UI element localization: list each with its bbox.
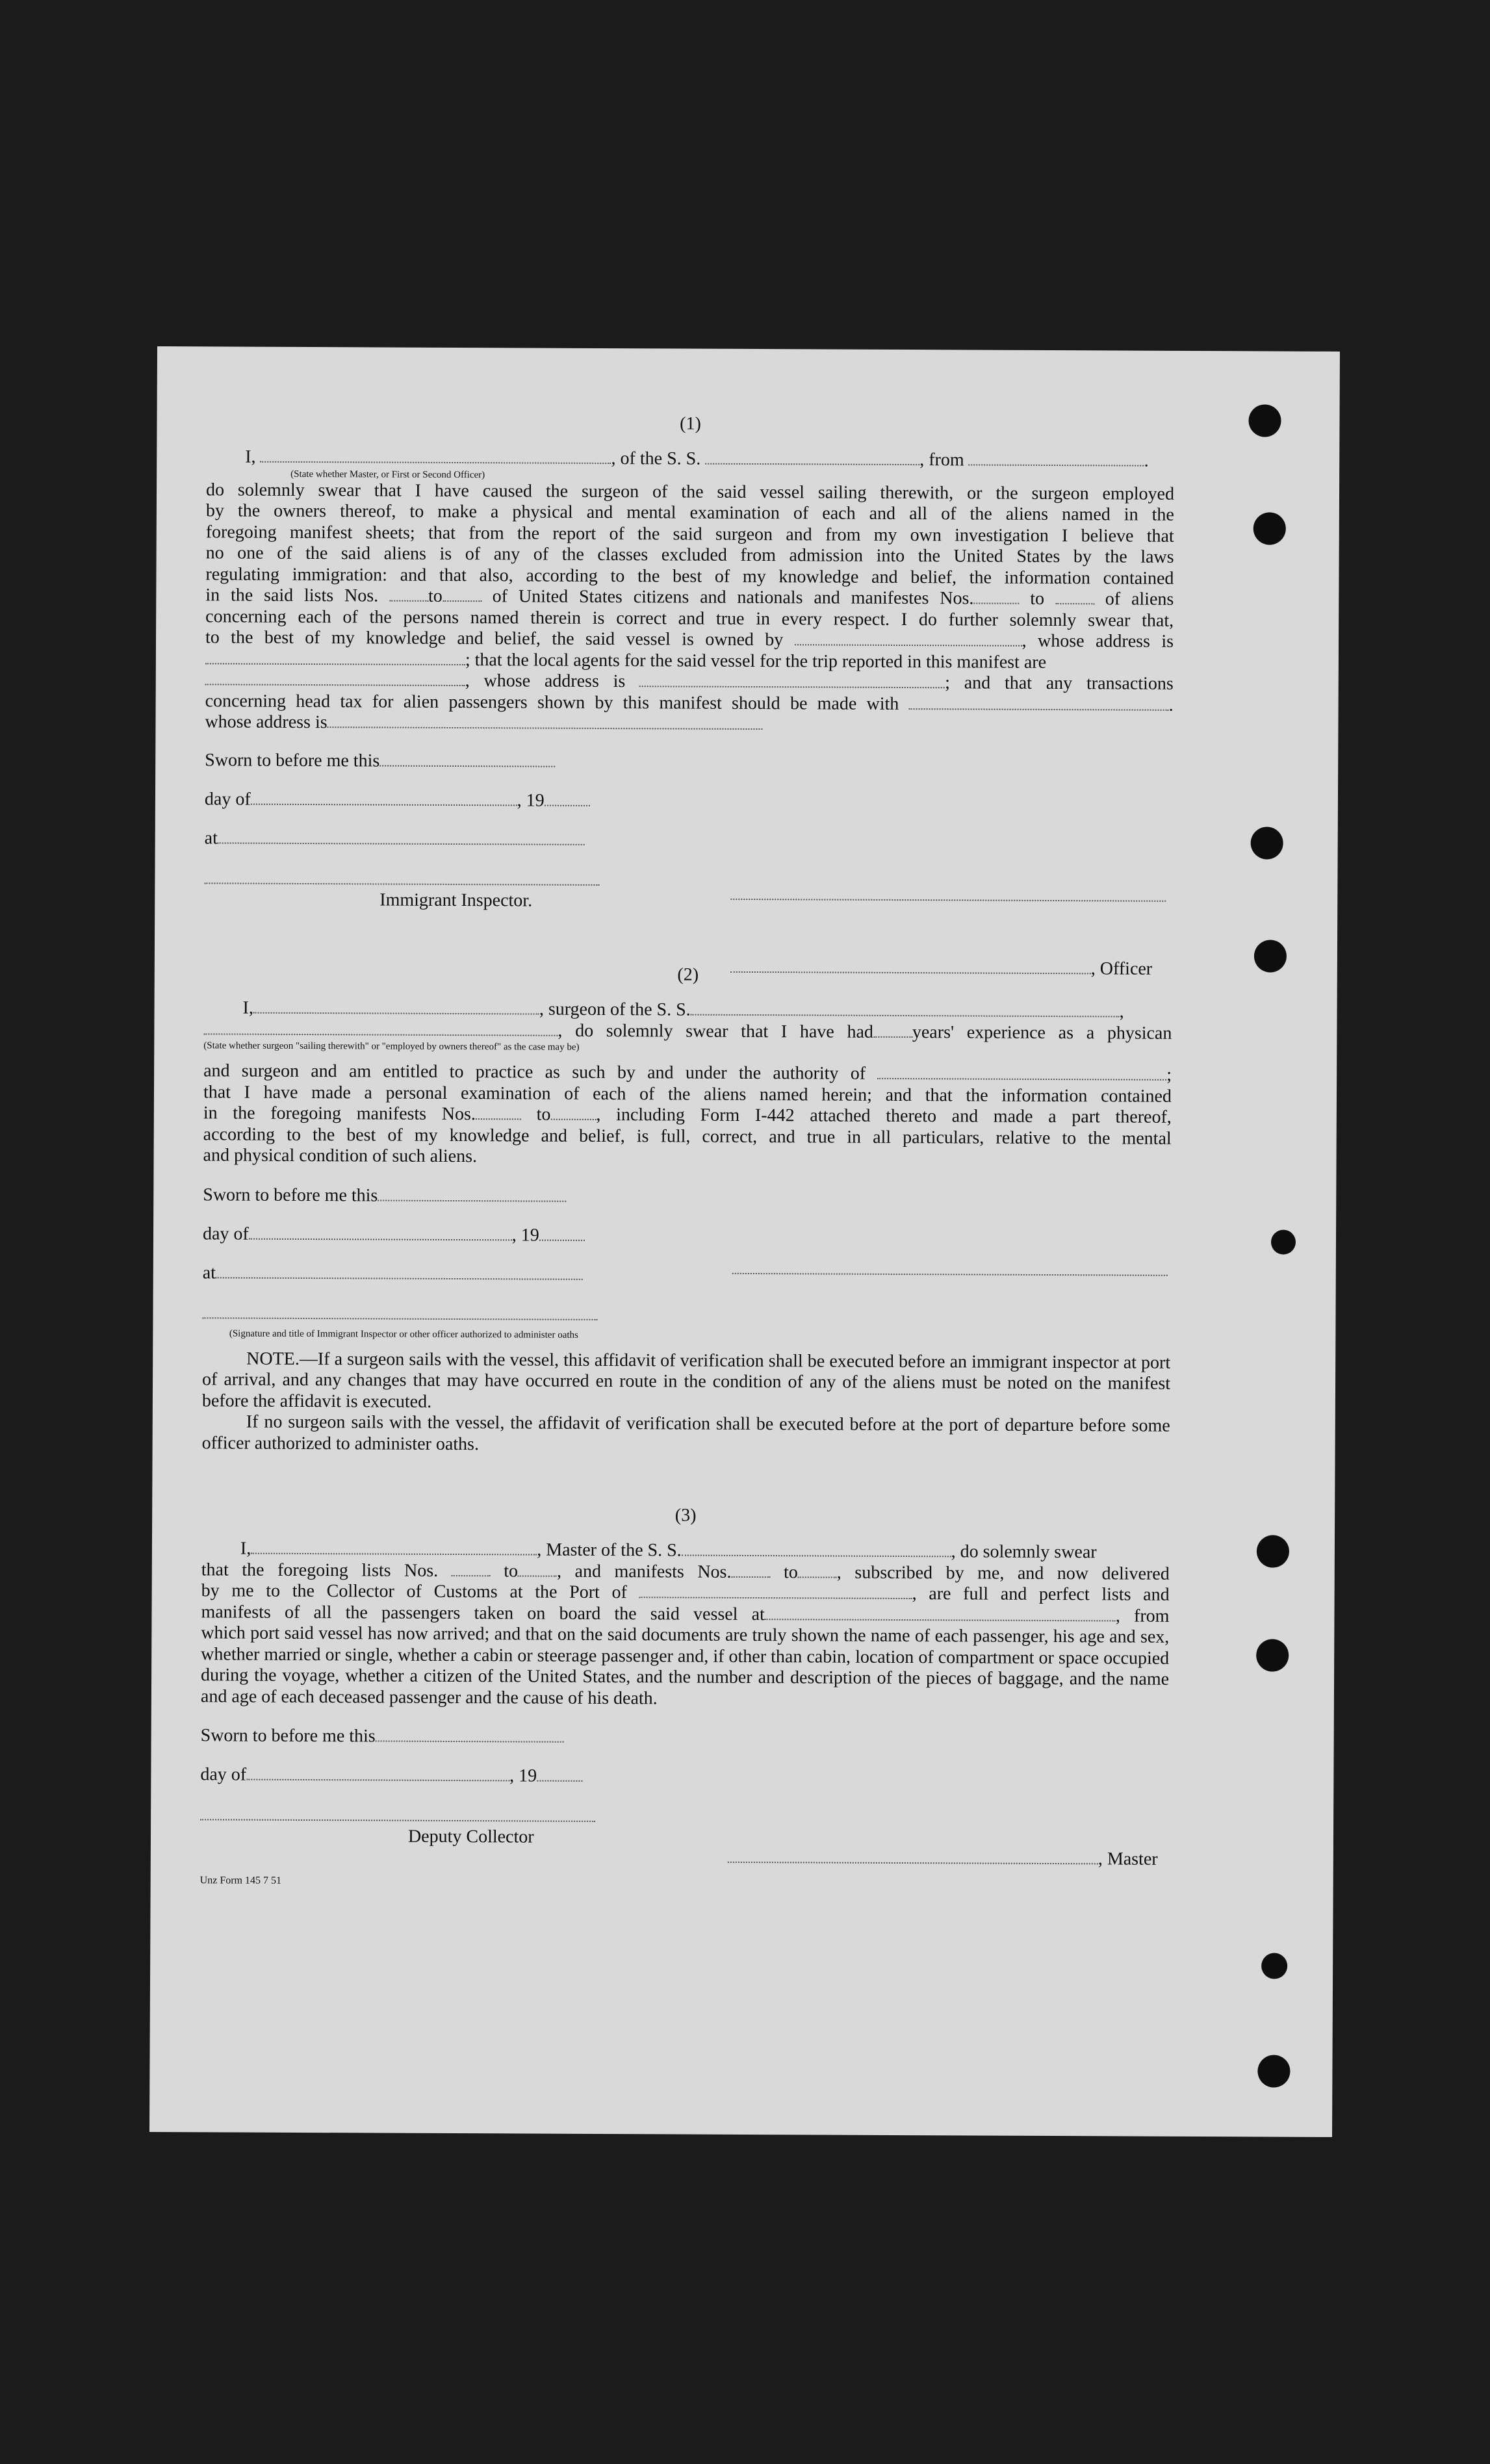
- text: , whose address is: [465, 671, 626, 692]
- text: .: [1168, 695, 1174, 715]
- text: , from: [1115, 1605, 1170, 1626]
- text: ; and that any transactions: [945, 673, 1174, 694]
- binder-hole: [1254, 940, 1287, 972]
- administrator-signature-line: [202, 1303, 1170, 1328]
- manifests-to-field[interactable]: [798, 1563, 837, 1578]
- binder-hole: [1257, 2055, 1290, 2087]
- lists-from-field[interactable]: [389, 587, 428, 602]
- statement-line: that I have made a personal examination of each of the aliens named herein; and that the information contained: [203, 1081, 1172, 1107]
- binder-hole: [1253, 512, 1286, 545]
- surgeon-name-field[interactable]: [253, 999, 539, 1015]
- sworn-date-field[interactable]: [378, 1187, 566, 1201]
- text: day of: [204, 788, 251, 810]
- inspector-caption: Immigrant Inspector.: [379, 890, 533, 911]
- note-paragraph: NOTE.—If a surgeon sails with the vessel, this affidavit of verification shall be executed before an immigrant inspector at port of arrival, and any changes that may have occurred en route in the condition of any of the aliens must be noted on the manifest before the affidavit is executed.: [201, 1348, 1171, 1412]
- administrator-signature-field[interactable]: [202, 1304, 597, 1320]
- authority-field[interactable]: [877, 1065, 1166, 1081]
- text: to: [783, 1561, 798, 1582]
- sworn-line: [201, 1725, 1169, 1751]
- at-line: [205, 828, 1173, 853]
- day-field[interactable]: [246, 1766, 509, 1782]
- text: to the best of my knowledge and belief, the said vessel is owned by: [205, 627, 784, 650]
- binder-hole: [1251, 827, 1283, 859]
- text: , Master of the S. S.: [537, 1539, 682, 1561]
- officer-name-field[interactable]: [261, 448, 611, 464]
- text: , Officer: [1090, 958, 1153, 979]
- text: whose address is: [205, 712, 328, 733]
- text: , subscribed by me, and now delivered: [836, 1562, 1170, 1584]
- text: ,: [1119, 1001, 1124, 1022]
- year-field[interactable]: [539, 1226, 585, 1240]
- statement-line: foregoing manifest sheets; that from the report of the said surgeon and from my own investigation I believe that: [205, 521, 1174, 546]
- master-name-field[interactable]: [251, 1540, 537, 1556]
- master-signature-field[interactable]: [728, 1845, 1098, 1864]
- text: I,: [245, 446, 256, 467]
- statement-line: and physical condition of such aliens.: [203, 1145, 478, 1167]
- manifests-to-field[interactable]: [550, 1106, 596, 1120]
- master-signature-line: [728, 1845, 1158, 1870]
- form-identifier: Unz Form 145 7 51: [199, 1875, 282, 1886]
- text: manifests of all the passengers taken on board the said vessel at: [201, 1601, 765, 1624]
- text: day of: [202, 1223, 249, 1244]
- text: ; that the local agents for the said vessel for the trip reported in this manifest are: [465, 649, 1047, 673]
- collector-caption: Deputy Collector: [407, 1826, 534, 1847]
- text: of aliens: [1105, 589, 1174, 610]
- text: to: [428, 585, 443, 606]
- statement-line: regulating immigration: and that also, according to the best of my knowledge and belief, the information contained: [205, 563, 1174, 589]
- text: concerning head tax for alien passengers shown by this manifest should be made with: [205, 690, 899, 714]
- text: , do solemnly swear: [951, 1541, 1097, 1563]
- binder-hole: [1257, 1535, 1289, 1567]
- manifests-from-field[interactable]: [973, 589, 1019, 604]
- text: Sworn to before me this: [205, 749, 380, 771]
- binder-hole: [1261, 1953, 1287, 1979]
- text: , surgeon of the S. S.: [539, 999, 691, 1020]
- declaration-paragraph: which port said vessel has now arrived; and that on the said documents are truly shown the name of each passenger, his age and sex, whether married or single, whether a cabin or steerage passenger and, if other than cabin, location of compartment or space occupied during the voyage, whether a citizen of the United States, and the number and description of the pieces of baggage, and the name and age of each deceased passenger and the cause of his death.: [200, 1623, 1170, 1708]
- owner-address-field[interactable]: [205, 650, 465, 665]
- head-tax-field[interactable]: [909, 695, 1169, 711]
- sworn-date-field[interactable]: [379, 752, 555, 767]
- year-field[interactable]: [545, 791, 590, 806]
- text: at: [202, 1262, 216, 1283]
- text: , of the S. S.: [611, 448, 701, 469]
- day-field[interactable]: [251, 790, 517, 806]
- surgeon-signature-block: [732, 1256, 1168, 1279]
- text: in the said lists Nos.: [205, 585, 379, 606]
- officer-signature-block: [730, 882, 1166, 905]
- section-master-declaration: [200, 1503, 1170, 1890]
- from-port-field[interactable]: [969, 451, 1144, 466]
- manifests-from-field[interactable]: [731, 1563, 770, 1577]
- surgeon-vessel-field[interactable]: [691, 1001, 1120, 1018]
- agents-field[interactable]: [205, 671, 465, 686]
- text: , 19: [517, 789, 545, 811]
- lists-from-field[interactable]: [452, 1561, 491, 1576]
- text: at: [204, 827, 218, 848]
- officer-field-caption: (State whether Master, or First or Second Officer): [290, 468, 485, 480]
- day-line: [205, 789, 1173, 814]
- text: of United States citizens and nationals and manifestes Nos.: [492, 586, 974, 609]
- text: , Master: [1098, 1849, 1158, 1869]
- text: by me to the Collector of Customs at the Port of: [201, 1580, 627, 1603]
- lists-to-field[interactable]: [443, 587, 482, 602]
- year-field[interactable]: [537, 1767, 582, 1782]
- affidavit-page: [149, 346, 1340, 2137]
- surgeon-status-field[interactable]: [203, 1020, 558, 1036]
- text: , and manifests Nos.: [556, 1561, 732, 1582]
- port-field[interactable]: [639, 1584, 912, 1599]
- text: ;: [1166, 1064, 1172, 1085]
- surgeon-status-caption: (State whether surgeon "sailing therewith" or "employed by owners thereof" as the case may be): [203, 1040, 580, 1053]
- manifests-to-field[interactable]: [1055, 590, 1094, 604]
- statement-line: no one of the said aliens is of any of the classes excluded from admission into the United States by the laws: [205, 543, 1174, 567]
- section-number: (2): [677, 964, 699, 985]
- section-number: (1): [680, 413, 701, 434]
- master-vessel-field[interactable]: [682, 1542, 951, 1558]
- text: I,: [240, 1538, 251, 1559]
- binder-hole: [1256, 1639, 1289, 1671]
- administrator-caption: (Signature and title of Immigrant Inspector or other officer authorized to administer oaths: [229, 1328, 578, 1341]
- surgeon-signature-field[interactable]: [732, 1256, 1168, 1276]
- text: , do solemnly swear that I have had: [558, 1020, 873, 1042]
- text: to: [1030, 588, 1045, 609]
- collector-signature-line: [200, 1804, 1168, 1830]
- collector-signature-field[interactable]: [200, 1806, 595, 1822]
- place-field[interactable]: [216, 1264, 583, 1279]
- years-field[interactable]: [873, 1023, 912, 1037]
- text: in the foregoing manifests Nos.: [203, 1103, 476, 1125]
- owner-field[interactable]: [795, 631, 1022, 647]
- text: to: [536, 1104, 551, 1125]
- officer-signature-field[interactable]: [730, 882, 1166, 902]
- day-line: [200, 1764, 1168, 1790]
- text: Sworn to before me this: [203, 1184, 378, 1205]
- place-field[interactable]: [218, 829, 585, 845]
- text: day of: [200, 1764, 247, 1785]
- inspector-signature-field[interactable]: [204, 869, 599, 886]
- vessel-name-field[interactable]: [705, 450, 919, 465]
- statement-line: do solemnly swear that I have caused the surgeon of the said vessel sailing therewith, or the surgeon employed: [205, 479, 1175, 504]
- binder-hole: [1248, 404, 1281, 437]
- statement-line: concerning each of the persons named therein is correct and true in every respect. I do further solemnly swear that,: [205, 606, 1174, 631]
- section-master-affidavit: [204, 411, 1175, 979]
- text: and surgeon and am entitled to practice as such by and under the authority of: [203, 1060, 866, 1084]
- sworn-line: [205, 750, 1173, 775]
- lists-to-field[interactable]: [518, 1562, 557, 1576]
- day-field[interactable]: [249, 1225, 512, 1240]
- text: .: [1144, 450, 1149, 471]
- sworn-line: [203, 1185, 1171, 1210]
- statement-line: according to the best of my knowledge and belief, is full, correct, and true in all particulars, relative to the mental: [203, 1123, 1172, 1149]
- text: , whose address is: [1021, 630, 1174, 652]
- statement-line: by the owners thereof, to make a physical and mental examination of each and all of the aliens named in the: [205, 500, 1174, 525]
- boarding-port-field[interactable]: [765, 1606, 1116, 1621]
- text: , from: [919, 450, 964, 470]
- text: , including Form I-442 attached thereto and made a part thereof,: [596, 1104, 1172, 1127]
- text: Sworn to before me this: [200, 1725, 376, 1747]
- text: , 19: [511, 1224, 539, 1246]
- section-surgeon-affidavit: [202, 962, 1172, 1457]
- agents-address-field[interactable]: [639, 673, 945, 688]
- statement-line: [205, 712, 1173, 737]
- text: I,: [242, 997, 253, 1018]
- text: years' experience as a physican: [912, 1021, 1172, 1044]
- manifests-from-field[interactable]: [476, 1105, 521, 1120]
- note-paragraph: If no surgeon sails with the vessel, the affidavit of verification shall be executed before at the port of departure before some officer authorized to administer oaths.: [201, 1411, 1170, 1454]
- day-line: [203, 1224, 1171, 1249]
- binder-hole: [1271, 1229, 1296, 1254]
- sworn-date-field[interactable]: [376, 1727, 564, 1742]
- text: , 19: [509, 1765, 537, 1786]
- text: , are full and perfect lists and: [912, 1584, 1170, 1605]
- text: that the foregoing lists Nos.: [201, 1559, 439, 1581]
- section-number: (3): [674, 1505, 697, 1526]
- head-tax-address-field[interactable]: [328, 713, 763, 730]
- text: to: [504, 1560, 519, 1581]
